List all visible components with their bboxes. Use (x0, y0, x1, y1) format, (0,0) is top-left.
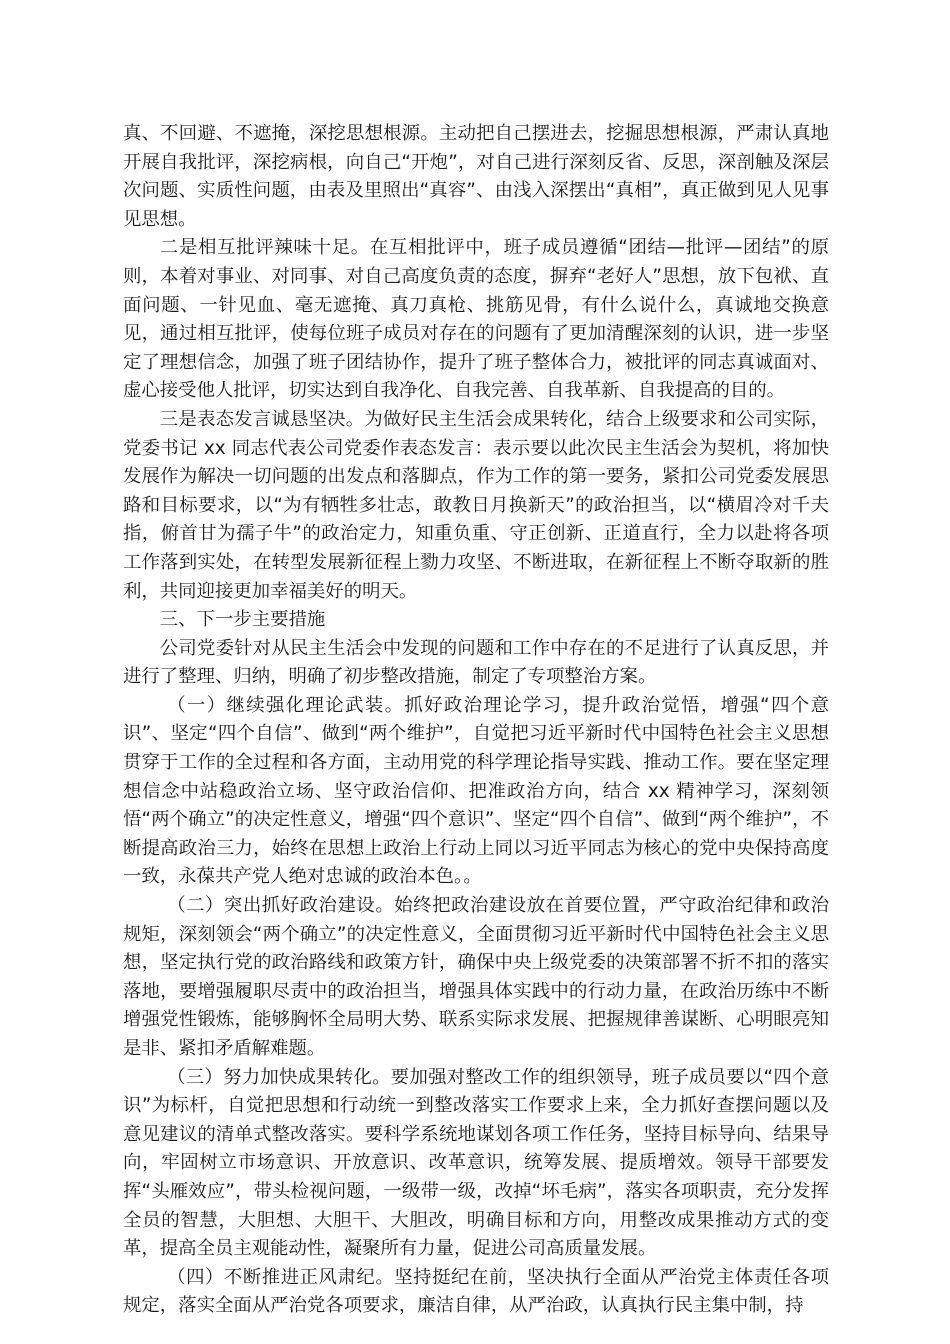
paragraph-measure-1: （一）继续强化理论武装。抓好政治理论学习，提升政治觉悟，增强“四个意识”、坚定“四个自信”、做到“两个维护”，自觉把习近平新时代中国特色社会主义思想贯穿于工作的全过程和各方面，主动用党的科学理论指导实践、推动工作。要在坚定理想信念中站稳政治立场、坚守政治信仰、把准政治方向，结合 xx 精神学习，深刻领悟“两个确立”的决定性意义，增强“四个意识”、坚定“四个自信”、做到“两个维护”，不断提高政治三力，始终在思想上政治上行动上同以习近平同志为核心的党中央保持高度一致，永葆共产党人绝对忠诚的政治本色。。 (123, 694, 829, 888)
document-page (123, 120, 829, 1321)
paragraph-measure-4: （四）不断推进正风肃纪。坚持挺纪在前，坚决执行全面从严治党主体责任各项规定，落实全面从严治党各项要求，廉洁自律，从严治政，认真执行民主集中制，持 (123, 1266, 829, 1317)
paragraph-measure-2: （二）突出抓好政治建设。始终把政治建设放在首要位置，严守政治纪律和政治规矩，深刻领会“两个确立”的决定性意义，全面贯彻习近平新时代中国特色社会主义思想，坚定执行党的政治路线和政策方针，确保中央上级党委的决策部署不折不扣的落实落地，要增强履职尽责中的政治担当，增强具体实践中的行动力量，在政治历练中不断增强党性锻炼，能够胸怀全局明大势、联系实际求发展、把握规律善谋断、心明眼亮知是非、紧扣矛盾解难题。 (123, 895, 829, 1059)
paragraph-measure-3: （三）努力加快成果转化。要加强对整改工作的组织领导，班子成员要以“四个意识”为标杆，自觉把思想和行动统一到整改落实工作要求上来，全力抓好查摆问题以及意见建议的清单式整改落实。要科学系统地谋划各项工作任务，坚持目标导向、结果导向，牢固树立市场意识、开放意识、改革意识，统筹发展、提质增效。领导干部要发挥“头雁效应”，带头检视问题，一级带一级，改掉“坏毛病”，落实各项职责，充分发挥全员的智慧，大胆想、大胆干、大胆改，明确目标和方向，用整改成果推动方式的变革，提高全员主观能动性，凝聚所有力量，促进公司高质量发展。 (123, 1066, 829, 1260)
paragraph-intro-measures: 公司党委针对从民主生活会中发现的问题和工作中存在的不足进行了认真反思，并进行了整理、归纳，明确了初步整改措施，制定了专项整治方案。 (123, 637, 829, 688)
section-heading-next-steps: 三、下一步主要措施 (159, 609, 326, 631)
paragraph-mutual-criticism: 二是相互批评辣味十足。在互相批评中，班子成员遵循“团结—批评—团结”的原则，本着对事业、对同事、对自己高度负责的态度，摒弃“老好人”思想，放下包袱、直面问题、一针见血、毫无遮掩、真刀真枪、挑筋见骨，有什么说什么，真诚地交换意见，通过相互批评，使每位班子成员对存在的问题有了更加清醒深刻的认识，进一步坚定了理想信念，加强了班子团结协作，提升了班子整体合力，被批评的同志真诚面对、虚心接受他人批评，切实达到自我净化、自我完善、自我革新、自我提高的目的。 (123, 237, 829, 402)
paragraph-statement: 三是表态发言诚恳坚决。为做好民主生活会成果转化，结合上级要求和公司实际，党委书记 xx 同志代表公司党委作表态发言：表示要以此次民主生活会为契机，将加快发展作为解决一切问题的出发点和落脚点，作为工作的第一要务，紧扣公司党委发展思路和目标要求，以“为有牺牲多壮志，敢教日月换新天”的政治担当，以“横眉冷对千夫指，俯首甘为孺子牛”的政治定力，知重负重、守正创新、正道直行，全力以赴将各项工作落到实处，在转型发展新征程上勠力攻坚、不断进取，在新征程上不断夺取新的胜利，共同迎接更加幸福美好的明天。 (123, 408, 829, 602)
paragraph-continuation: 真、不回避、不遮掩，深挖思想根源。主动把自己摆进去，挖掘思想根源，严肃认真地开展自我批评，深挖病根，向自己“开炮”，对自己进行深刻反省、反思，深剖触及深层次问题、实质性问题，由表及里照出“真容”、由浅入深摆出“真相”，真正做到见人见事见思想。 (123, 123, 829, 230)
